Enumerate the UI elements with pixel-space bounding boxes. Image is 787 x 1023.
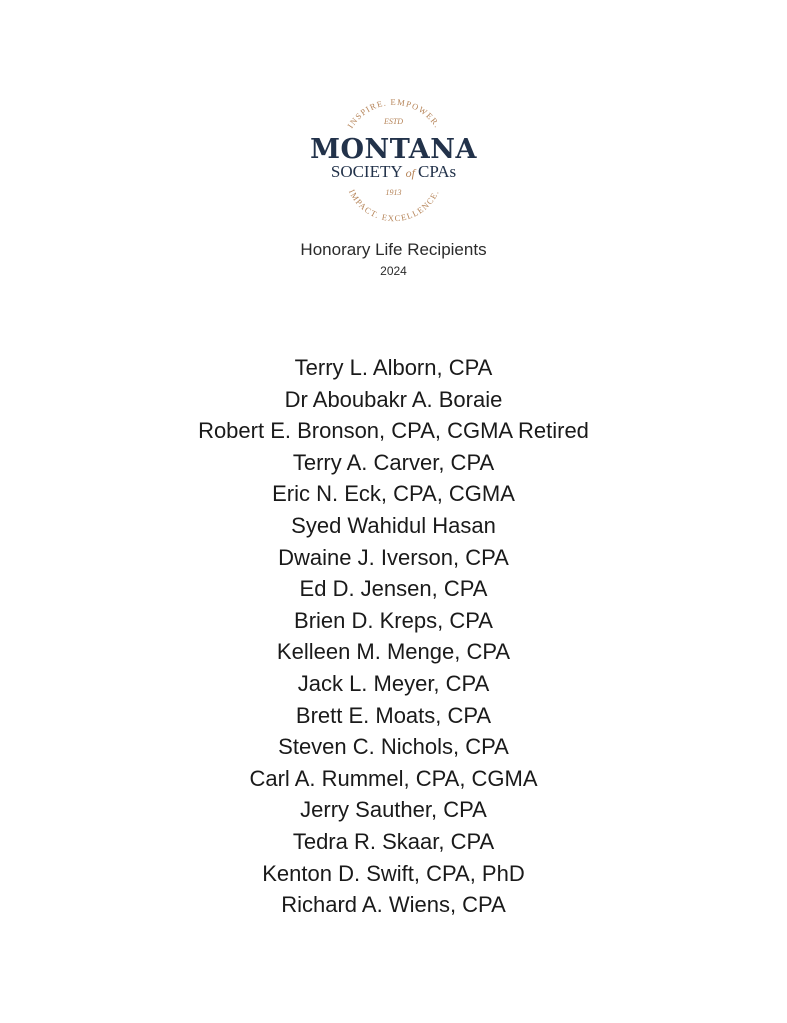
recipient-name: Brett E. Moats, CPA [295,702,492,728]
logo-montana: MONTANA [310,134,477,165]
logo-top-arc-text: INSPIRE. EMPOWER. [345,96,443,131]
recipient-name: Tedra R. Skaar, CPA [292,828,495,854]
recipient-name: Dwaine J. Iverson, CPA [278,544,509,570]
logo-estd: ESTD [383,117,404,126]
recipient-name: Dr Aboubakr A. Boraie [284,386,503,412]
page-title: Honorary Life Recipients [300,240,487,259]
recipient-name: Kenton D. Swift, CPA, PhD [262,860,525,886]
recipient-name: Jack L. Meyer, CPA [297,670,490,696]
recipient-name: Kelleen M. Menge, CPA [276,639,511,665]
logo-year: 1913 [385,188,402,197]
recipient-name: Robert E. Bronson, CPA, CGMA Retired [198,418,589,444]
logo-society-word: SOCIETY [330,162,403,181]
recipient-name: Ed D. Jensen, CPA [299,576,488,602]
recipient-name: Terry L. Alborn, CPA [294,355,493,380]
page-year: 2024 [380,264,407,278]
recipient-name: Carl A. Rummel, CPA, CGMA [249,765,538,791]
recipient-list [0,352,787,921]
logo-cpas-word: CPAs [417,162,457,181]
recipient-name: Terry A. Carver, CPA [292,449,495,475]
recipient-name: Brien D. Kreps, CPA [294,607,493,633]
logo-society-line [0,162,787,182]
society-logo [0,88,787,238]
recipient-name: Richard A. Wiens, CPA [281,892,506,918]
recipient-name: Eric N. Eck, CPA, CGMA [272,481,515,507]
logo-bottom-arc-text: IMPACT. EXCELLENCE. [346,187,442,224]
recipient-name: Syed Wahidul Hasan [291,512,496,538]
recipient-name: Jerry Sauther, CPA [300,797,487,823]
logo-of-word: of [405,166,415,180]
recipient-name: Steven C. Nichols, CPA [278,734,509,760]
